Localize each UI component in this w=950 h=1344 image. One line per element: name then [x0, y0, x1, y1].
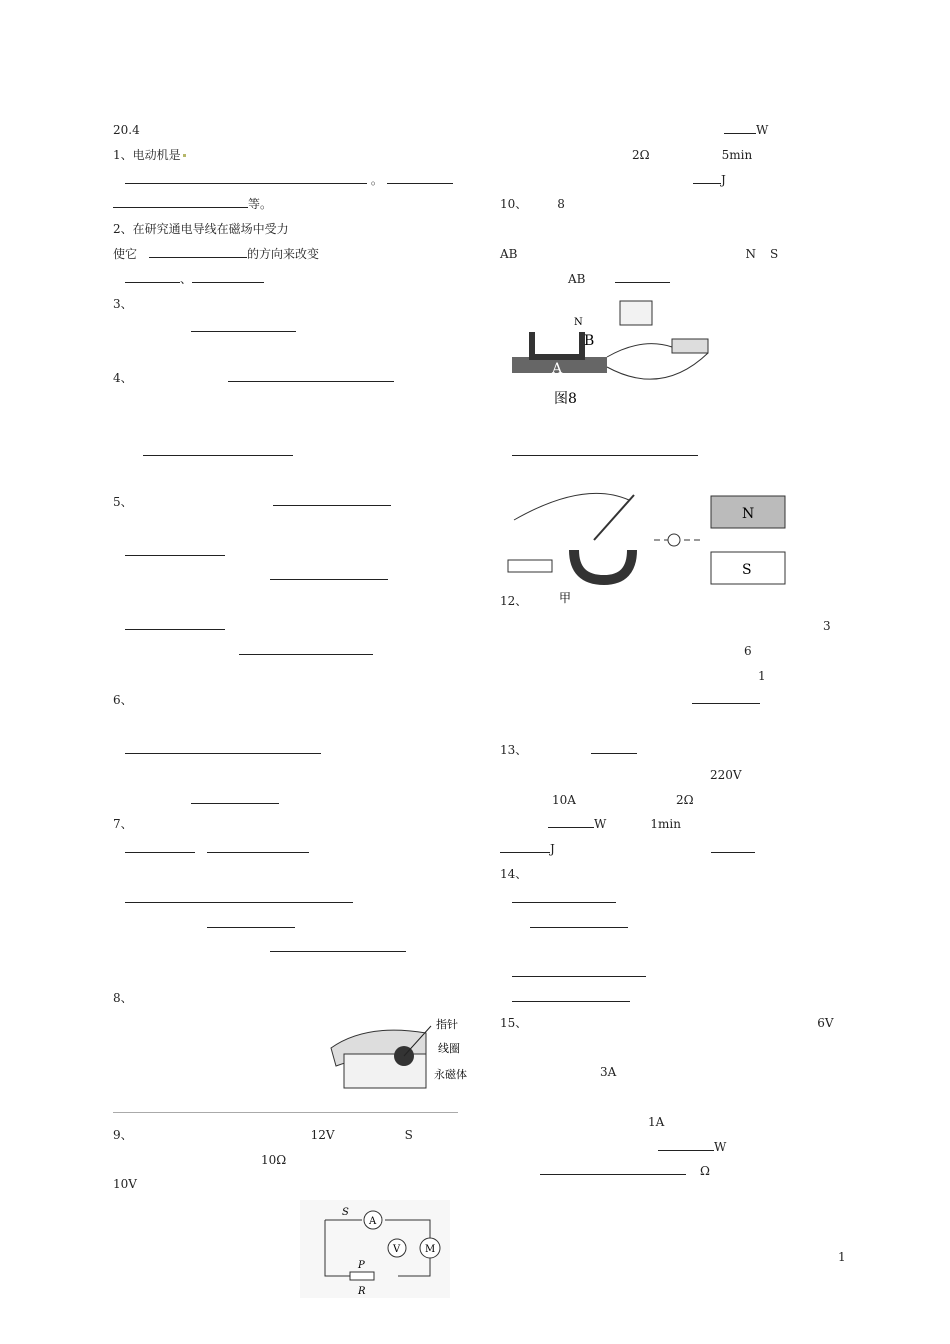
q5-line7	[113, 639, 461, 664]
q7-num: 7、	[113, 817, 133, 832]
q3-line2	[113, 316, 461, 341]
q13-line5	[500, 837, 845, 862]
rheostat-label: R	[358, 1286, 366, 1297]
battery-box	[620, 301, 652, 325]
q10-ab: AB	[500, 246, 518, 261]
fig8-caption: 图8	[554, 391, 577, 407]
q15-voltage: 6V	[817, 1015, 834, 1030]
q9-line1	[113, 1123, 461, 1148]
q6-line5	[113, 788, 461, 813]
ammeter-label: A	[369, 1216, 377, 1227]
q5-line4	[113, 564, 461, 589]
q10-ab2: AB	[568, 271, 586, 286]
q15-unit-ohm: Ω	[700, 1164, 710, 1179]
q12-line5	[500, 688, 845, 713]
blank[interactable]	[192, 268, 264, 283]
blank[interactable]	[270, 937, 406, 952]
q15-line5	[500, 1110, 845, 1135]
q1-text: 1、电动机是	[113, 147, 181, 162]
q9-line3	[113, 1172, 461, 1197]
q4-line1	[113, 366, 461, 391]
q2-line1	[113, 217, 461, 242]
blank[interactable]	[125, 888, 353, 903]
q12-val1: 3	[823, 618, 831, 633]
q2-line2	[113, 242, 461, 267]
q13-line4	[500, 812, 845, 837]
q12-line3	[500, 639, 845, 664]
blank[interactable]	[125, 615, 225, 630]
rheostat	[350, 1272, 374, 1280]
q10-s: S	[769, 246, 779, 261]
circuit-figure	[300, 1200, 450, 1298]
blank[interactable]	[548, 813, 594, 828]
q5-line6	[113, 614, 461, 639]
q-header	[113, 118, 461, 143]
q9-line2	[113, 1148, 461, 1173]
blank[interactable]	[143, 441, 293, 456]
q13-unit-j: J	[550, 842, 555, 857]
q2-line3	[113, 267, 461, 292]
q13-line3	[500, 788, 845, 813]
q4-line4	[113, 440, 461, 465]
q1-punct: 。	[370, 172, 383, 187]
q15-current2: 1A	[648, 1114, 665, 1129]
q13-resistance: 2Ω	[675, 792, 694, 807]
label-b: B	[584, 333, 595, 349]
blank[interactable]	[228, 367, 394, 382]
q5-line1	[113, 490, 461, 515]
q5-line2	[113, 515, 461, 540]
q6-line3	[113, 738, 461, 763]
north-label: N	[742, 506, 755, 522]
time: 5min	[721, 147, 753, 162]
q13-line1	[500, 738, 845, 763]
wire-jia	[514, 493, 629, 520]
fig8-figure	[512, 297, 722, 412]
q15-line4	[500, 1085, 845, 1110]
blank[interactable]	[273, 491, 391, 506]
label-a: A	[552, 361, 563, 377]
q13-current: 10A	[552, 792, 576, 807]
q13-num: 13、	[500, 742, 528, 757]
blank[interactable]	[239, 640, 373, 655]
q12-num: 12、	[500, 594, 528, 609]
q9-num: 9、	[113, 1127, 133, 1142]
q10-line3	[500, 242, 845, 267]
q3-num: 3、	[113, 296, 133, 311]
blank[interactable]	[125, 838, 195, 853]
q8-num: 8、	[113, 990, 133, 1005]
q4-num: 4、	[113, 370, 133, 385]
blank[interactable]	[387, 169, 453, 184]
q7-line1	[113, 812, 461, 837]
q14-line5	[500, 961, 845, 986]
voltmeter-label: V	[393, 1244, 401, 1255]
resistance: 2Ω	[632, 147, 650, 162]
slider-label: P	[358, 1260, 365, 1271]
q10-line2	[500, 217, 845, 242]
south-label: S	[742, 562, 752, 578]
q6-num: 6、	[113, 693, 133, 708]
q14-line3	[500, 912, 845, 937]
q5-line5	[113, 589, 461, 614]
q1-line2	[113, 168, 461, 193]
q12-val2: 6	[744, 643, 752, 658]
q4-line5	[113, 465, 461, 490]
q10-n: N	[745, 246, 756, 261]
q1-end: 等。	[248, 197, 273, 212]
q12-line4	[500, 664, 845, 689]
q7-line7	[113, 961, 461, 986]
blank[interactable]	[207, 913, 295, 928]
q5-line8	[113, 664, 461, 689]
blank[interactable]	[711, 838, 755, 853]
q11-line3	[500, 465, 845, 490]
jia-figure	[504, 490, 794, 605]
blank[interactable]	[207, 838, 309, 853]
blank[interactable]	[693, 169, 721, 184]
q6-line2	[113, 713, 461, 738]
q14-line1	[500, 862, 845, 887]
r-line3	[500, 168, 845, 193]
q1-line1	[113, 143, 461, 168]
q2-sep: 、	[180, 271, 193, 286]
blank[interactable]	[113, 193, 248, 208]
motor-label: M	[425, 1244, 436, 1255]
magnet-n-label: N	[574, 317, 583, 328]
blank[interactable]	[512, 962, 646, 977]
q13-voltage: 220V	[710, 767, 742, 782]
section-number: 20.4	[113, 123, 140, 137]
r-line2	[500, 143, 845, 168]
q12-line6	[500, 713, 845, 738]
q7-line5	[113, 912, 461, 937]
q15-line2	[500, 1035, 845, 1060]
q9-voltage: 12V	[310, 1127, 335, 1142]
q7-line4	[113, 887, 461, 912]
blank[interactable]	[270, 565, 388, 580]
unit-w: W	[756, 123, 769, 137]
switch-box	[672, 339, 708, 353]
u-magnet	[532, 332, 582, 357]
rod	[594, 495, 634, 540]
blank[interactable]	[530, 913, 628, 928]
page-number: 1	[838, 1250, 846, 1264]
q13-line2	[500, 763, 845, 788]
magnet-jia	[574, 550, 632, 580]
q14-line6	[500, 986, 845, 1011]
meter-base	[344, 1054, 426, 1088]
q15-num: 15、	[500, 1015, 528, 1030]
charge-symbol	[668, 534, 680, 546]
q10-num: 10、	[500, 197, 528, 212]
q15-line6	[500, 1135, 845, 1160]
q9-resistance: 10Ω	[261, 1152, 287, 1167]
jia-caption: 甲	[559, 591, 572, 605]
q11-line1	[500, 416, 845, 441]
blank[interactable]	[692, 689, 760, 704]
q10-fig: 8	[557, 197, 565, 212]
blank[interactable]	[540, 1160, 686, 1175]
blank[interactable]	[512, 987, 630, 1002]
q7-line2	[113, 837, 461, 862]
blank[interactable]	[191, 789, 279, 804]
q8-line1	[113, 986, 461, 1011]
q6-line4	[113, 763, 461, 788]
right-column	[500, 118, 845, 1184]
q7-line6	[113, 936, 461, 961]
blank[interactable]	[125, 541, 225, 556]
q13-unit-w: W	[594, 817, 607, 832]
battery	[508, 560, 552, 572]
q14-line4	[500, 936, 845, 961]
q5-num: 5、	[113, 494, 133, 509]
mark-dot	[183, 154, 186, 157]
blank[interactable]	[500, 838, 550, 853]
switch-label: S	[342, 1207, 349, 1218]
blank[interactable]	[512, 441, 698, 456]
q4-line3	[113, 416, 461, 441]
q10-line1	[500, 192, 845, 217]
q6-line1	[113, 688, 461, 713]
blank[interactable]	[615, 268, 670, 283]
q15-line3	[500, 1060, 845, 1085]
divider	[113, 1112, 458, 1113]
q12-val3: 1	[758, 668, 766, 683]
q2-text3: 的方向来改变	[247, 246, 320, 261]
q1-line3	[113, 192, 461, 217]
blank[interactable]	[125, 739, 321, 754]
q11-line2	[500, 440, 845, 465]
q15-line1	[500, 1011, 845, 1036]
blank[interactable]	[658, 1136, 714, 1151]
blank[interactable]	[512, 888, 616, 903]
unit-j: J	[721, 172, 726, 187]
label-pointer: 指针	[436, 1018, 458, 1031]
blank[interactable]	[191, 317, 296, 332]
q14-num: 14、	[500, 866, 528, 881]
blank[interactable]	[125, 268, 180, 283]
q7-line3	[113, 862, 461, 887]
label-magnet: 永磁体	[434, 1068, 467, 1081]
q3-line1	[113, 292, 461, 317]
q15-current: 3A	[600, 1065, 617, 1080]
blank[interactable]	[724, 119, 756, 134]
q14-line2	[500, 887, 845, 912]
label-coil: 线圈	[438, 1042, 460, 1055]
q15-unit-w: W	[714, 1139, 727, 1154]
q2-text2: 使它	[113, 246, 138, 261]
blank[interactable]	[149, 243, 247, 258]
q9-reading: 10V	[113, 1177, 137, 1192]
q9-switch: S	[404, 1127, 413, 1142]
q5-line3	[113, 540, 461, 565]
blank[interactable]	[591, 739, 637, 754]
q2-text: 2、在研究通电导线在磁场中受力	[113, 222, 289, 237]
blank[interactable]	[125, 169, 367, 184]
q15-line7	[500, 1159, 845, 1184]
q10-line4	[500, 267, 845, 292]
q3-line3	[113, 341, 461, 366]
r-line1	[500, 118, 845, 143]
q4-line2	[113, 391, 461, 416]
galvanometer-figure	[326, 1018, 471, 1093]
q13-time: 1min	[650, 817, 681, 832]
q12-line2	[500, 614, 845, 639]
